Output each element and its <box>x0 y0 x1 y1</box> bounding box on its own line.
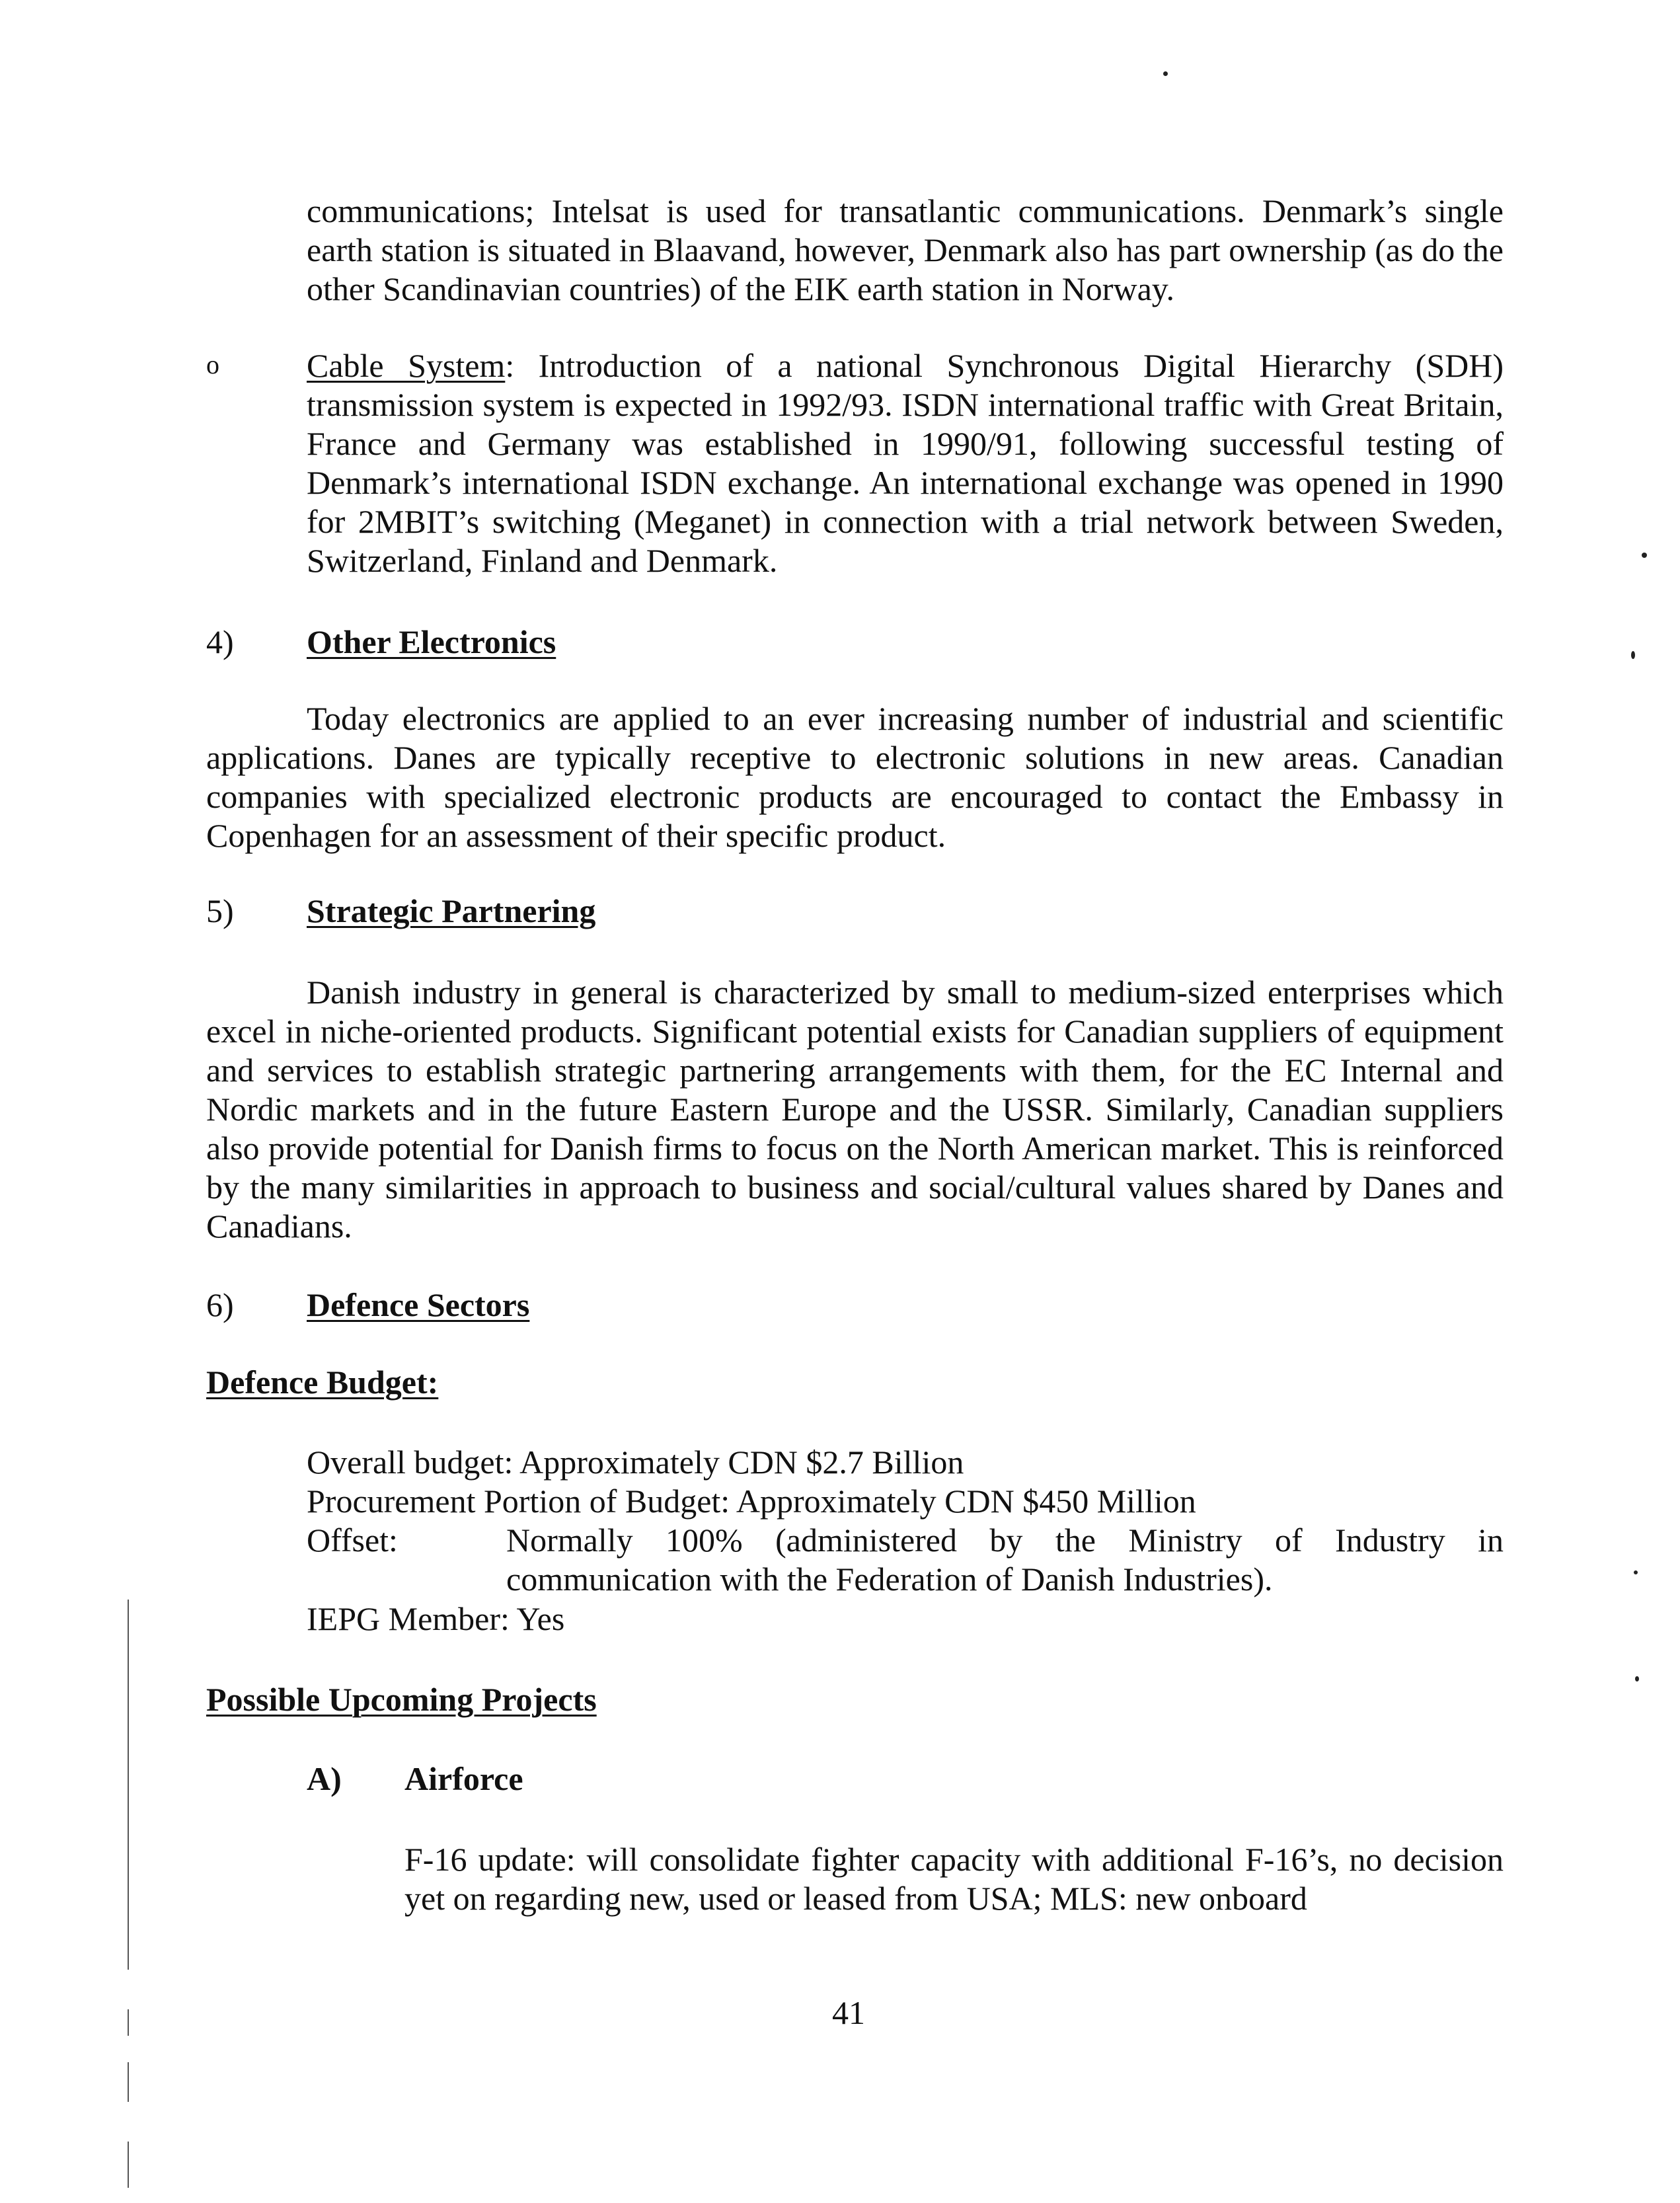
scan-margin-line <box>128 2142 129 2188</box>
scan-speck <box>1634 1570 1638 1574</box>
scan-speck <box>1635 1676 1639 1681</box>
paragraph-cable-system <box>307 346 1504 580</box>
offset-text: Normally 100% (administered by the Ministry of Industry in communication with the Federation of Danish Industries). <box>506 1522 1504 1598</box>
procurement-budget-line: Procurement Portion of Budget: Approximately CDN $450 Million <box>307 1483 1196 1520</box>
airforce-label: A) <box>307 1760 342 1797</box>
paragraph-strategic-partnering: Danish industry in general is characterized by small to medium-sized enterprises which excel in niche-oriented products. Significant potential exists for Canadian suppliers of equipment and services to establish strategic partnering arrangements with them, for the EC Internal and Nordic markets and in the future Eastern Europe and the USSR. Similarly, Canadian suppliers also provide potential for Danish firms to focus on the North American market. This is reinforced by the many similarities in approach to business and social/cultural values shared by Danes and Canadians. <box>206 974 1504 1245</box>
section-6-heading: Defence Sectors <box>307 1286 530 1323</box>
paragraph-other-electronics: Today electronics are applied to an ever increasing number of industrial and scientific applications. Danes are typically receptive to electronic solutions in new areas. Canadian companies with specialized electronic products are encouraged to contact the Embassy in Copenhagen for an assessment of their specific product. <box>206 700 1504 854</box>
scan-speck <box>1631 651 1635 659</box>
upcoming-projects-heading: Possible Upcoming Projects <box>206 1681 597 1718</box>
overall-budget-line: Overall budget: Approximately CDN $2.7 Billion <box>307 1444 964 1481</box>
airforce-heading: Airforce <box>404 1760 523 1797</box>
cable-system-heading: Cable System <box>307 347 506 384</box>
scan-margin-line <box>128 1600 129 1970</box>
offset-label: Offset: <box>307 1522 398 1559</box>
defence-budget-heading: Defence Budget: <box>206 1364 439 1401</box>
section-6-number: 6) <box>206 1286 234 1323</box>
page-number: 41 <box>832 1994 865 2031</box>
section-5-heading: Strategic Partnering <box>307 892 596 929</box>
cable-system-text: : Introduction of a national Synchronous Digital Hierarchy (SDH) transmission system is expected in 1992/93. ISDN international traffic with Great Britain, France and Germany was established in 1990/91, following successful testing of Denmark’s international ISDN exchange. An international exchange was opened in 1990 for 2MBIT’s switching (Meganet) in connection with a trial network between Sweden, Switzerland, Finland and Denmark. <box>307 347 1504 579</box>
paragraph-intelsat: communications; Intelsat is used for transatlantic communications. Denmark’s single earth station is situated in Blaavand, however, Denmark also has part ownership (as do the other Scandinavian countries) of the EIK earth station in Norway. <box>307 192 1504 307</box>
bullet-marker: o <box>206 350 219 379</box>
section-5-number: 5) <box>206 892 234 929</box>
section-4-heading: Other Electronics <box>307 623 556 660</box>
scan-margin-line <box>128 2009 129 2036</box>
paragraph-airforce: F-16 update: will consolidate fighter capacity with additional F-16’s, no decision yet on regarding new, used or leased from USA; MLS: new onboard <box>404 1841 1504 1917</box>
scan-margin-line <box>128 2062 129 2102</box>
iepg-member-line: IEPG Member: Yes <box>307 1600 565 1637</box>
section-4-number: 4) <box>206 623 234 660</box>
scan-speck <box>1163 71 1168 76</box>
scan-speck <box>1642 553 1647 558</box>
